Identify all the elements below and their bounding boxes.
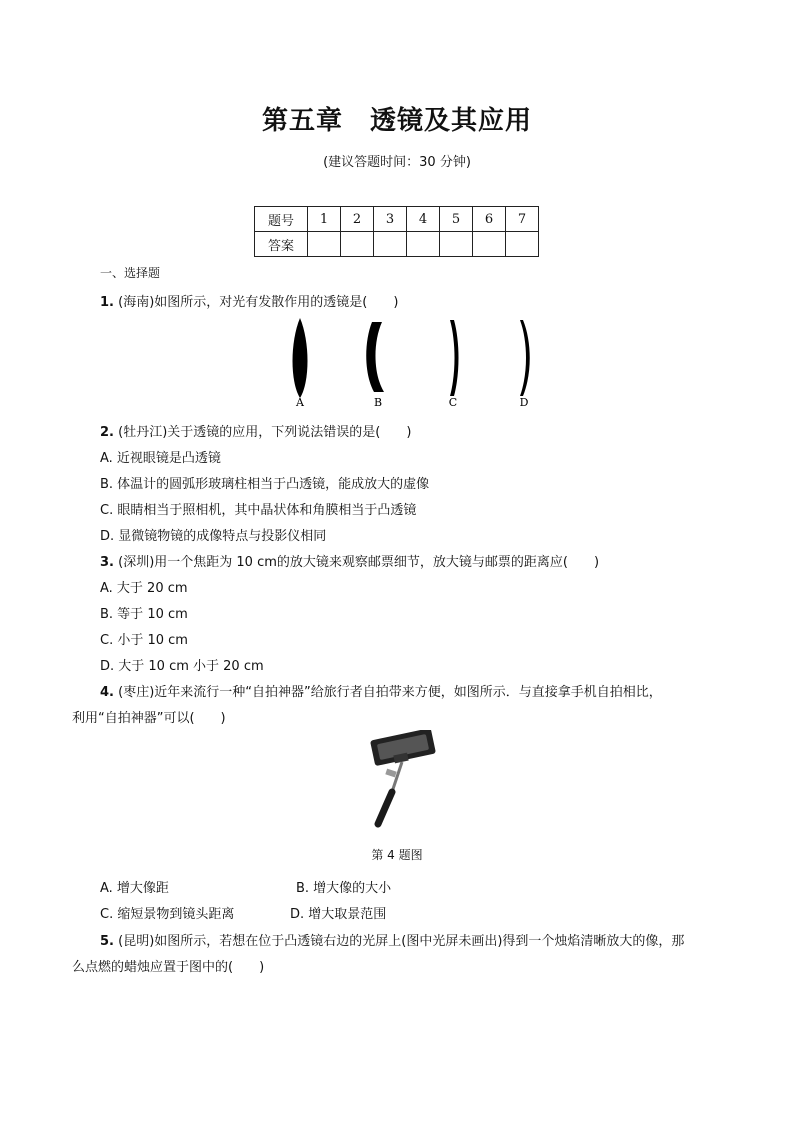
stick-icon — [392, 762, 402, 792]
answer-cell[interactable] — [341, 232, 374, 257]
lens-figure — [270, 312, 540, 412]
question-number: 5. — [100, 934, 114, 949]
question-number: 2. — [100, 425, 114, 440]
lens-label-d: D — [519, 396, 529, 409]
table-cell: 6 — [473, 207, 506, 232]
option-b[interactable]: B. 增大像的大小 — [296, 881, 392, 896]
answer-cell[interactable] — [506, 232, 539, 257]
answer-cell[interactable] — [407, 232, 440, 257]
page-title: 第五章 透镜及其应用 — [261, 106, 532, 136]
table-row — [255, 232, 539, 257]
lens-c-icon — [450, 320, 459, 396]
question-text-continued: 么点燃的蜡烛应置于图中的( ) — [72, 960, 265, 975]
option-b[interactable]: B. 体温计的圆弧形玻璃柱相当于凸透镜，能成放大的虚像 — [100, 477, 430, 492]
answer-cell[interactable] — [308, 232, 341, 257]
question-text: (深圳)用一个焦距为 10 cm的放大镜来观察邮票细节，放大镜与邮票的距离应( ) — [113, 555, 600, 570]
option-a[interactable]: A. 近视眼镜是凸透镜 — [100, 451, 221, 466]
answer-label: 答案 — [255, 232, 308, 257]
lens-label-b: B — [373, 396, 383, 409]
question-3 — [100, 551, 599, 570]
option-b[interactable]: B. 等于 10 cm — [100, 607, 188, 622]
table-cell: 5 — [440, 207, 473, 232]
question-text: (枣庄)近年来流行一种“自拍神器”给旅行者自拍带来方便，如图所示．与直接拿手机自拍相比， — [113, 685, 662, 700]
question-text: (昆明)如图所示，若想在位于凸透镜右边的光屏上(图中光屏未画出)得到一个烛焰清晰放大的像，那 — [113, 934, 685, 949]
figure-caption: 第 4 题图 — [371, 848, 423, 862]
answer-cell[interactable] — [374, 232, 407, 257]
question-text: (海南)如图所示，对光有发散作用的透镜是( ) — [113, 295, 399, 310]
table-cell: 4 — [407, 207, 440, 232]
lens-d-icon — [520, 320, 530, 396]
question-number-label: 题号 — [255, 207, 308, 232]
option-a[interactable]: A. 增大像距 — [100, 881, 169, 896]
table-cell: 1 — [308, 207, 341, 232]
question-1 — [100, 291, 398, 310]
question-5 — [100, 930, 684, 949]
question-number: 1. — [100, 295, 114, 310]
option-c[interactable]: C. 眼睛相当于照相机，其中晶状体和角膜相当于凸透镜 — [100, 503, 417, 518]
option-c[interactable]: C. 缩短景物到镜头距离 — [100, 907, 235, 922]
answer-cell[interactable] — [440, 232, 473, 257]
lens-label-a: A — [296, 396, 304, 409]
option-d[interactable]: D. 增大取景范围 — [290, 907, 387, 922]
option-a[interactable]: A. 大于 20 cm — [100, 581, 188, 596]
question-text: (牡丹江)关于透镜的应用，下列说法错误的是( ) — [113, 425, 412, 440]
question-text-continued: 利用“自拍神器”可以( ) — [72, 711, 226, 726]
selfie-stick-figure — [360, 730, 450, 830]
handle-icon — [378, 792, 392, 824]
answer-cell[interactable] — [473, 232, 506, 257]
answer-table — [254, 206, 539, 257]
lens-label-c: C — [448, 396, 458, 409]
option-d[interactable]: D. 显微镜物镜的成像特点与投影仪相同 — [100, 529, 327, 544]
question-number: 3. — [100, 555, 114, 570]
table-cell: 2 — [341, 207, 374, 232]
option-d[interactable]: D. 大于 10 cm 小于 20 cm — [100, 659, 264, 674]
table-cell: 7 — [506, 207, 539, 232]
question-number: 4. — [100, 685, 114, 700]
table-row — [255, 207, 539, 232]
time-suggestion: (建议答题时间：30 分钟) — [323, 155, 471, 170]
option-c[interactable]: C. 小于 10 cm — [100, 633, 188, 648]
table-cell: 3 — [374, 207, 407, 232]
question-2 — [100, 421, 411, 440]
lens-a-icon — [293, 318, 308, 398]
question-4 — [100, 681, 662, 700]
lens-b-icon — [366, 322, 384, 392]
section-heading: 一、选择题 — [100, 266, 161, 280]
